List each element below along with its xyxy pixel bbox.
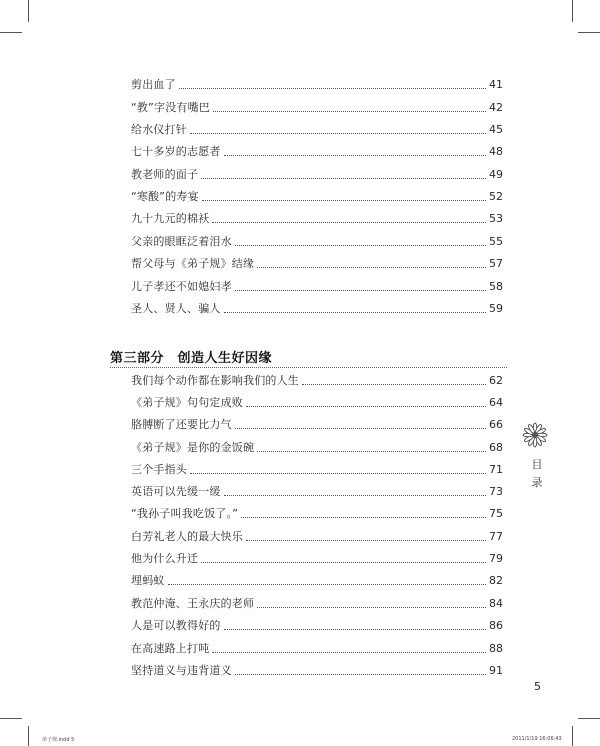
toc-entry-page: 73 bbox=[489, 485, 503, 498]
toc-entry-title: 埋蚂蚁 bbox=[131, 574, 165, 587]
toc-entry[interactable] bbox=[131, 255, 503, 271]
print-slug-timestamp: 2011/1/19 16:06:43 bbox=[512, 736, 562, 742]
page-number: 5 bbox=[534, 680, 541, 693]
toc-entry[interactable] bbox=[131, 99, 503, 115]
dot-leader bbox=[235, 674, 486, 675]
toc-entry[interactable] bbox=[131, 662, 503, 678]
toc-entry-page: 49 bbox=[489, 168, 503, 181]
toc-entry[interactable] bbox=[131, 166, 503, 182]
toc-entry-page: 62 bbox=[489, 374, 503, 387]
toc-entry-title: 在高速路上打吨 bbox=[131, 642, 210, 655]
toc-entry[interactable] bbox=[131, 300, 503, 316]
toc-entry-title: 《弟子规》句句定成败 bbox=[131, 396, 243, 409]
toc-entry-page: 57 bbox=[489, 257, 503, 270]
toc-entry[interactable] bbox=[131, 121, 503, 137]
toc-entry-page: 64 bbox=[489, 396, 503, 409]
toc-entry-page: 48 bbox=[489, 145, 503, 158]
toc-entry[interactable] bbox=[131, 550, 503, 566]
toc-entry-title: 给水仪打针 bbox=[131, 123, 187, 136]
toc-entry-page: 88 bbox=[489, 642, 503, 655]
toc-entry[interactable] bbox=[131, 572, 503, 588]
dot-leader bbox=[212, 652, 486, 653]
toc-entry[interactable] bbox=[131, 505, 503, 521]
toc-entry-page: 75 bbox=[489, 507, 503, 520]
toc-entry-page: 66 bbox=[489, 418, 503, 431]
toc-entry-title: 七十多岁的志愿者 bbox=[131, 145, 221, 158]
toc-entry-page: 84 bbox=[489, 597, 503, 610]
toc-entry-title: “我孙子叫我吃饭了。” bbox=[131, 507, 239, 520]
toc-entry-page: 86 bbox=[489, 619, 503, 632]
toc-entry-title: 教老师的面子 bbox=[131, 168, 199, 181]
toc-entry-page: 55 bbox=[489, 235, 503, 248]
side-tab-label bbox=[530, 456, 544, 492]
print-slug-filename: 弟子规.indd 5 bbox=[42, 737, 75, 743]
toc-entry[interactable] bbox=[131, 595, 503, 611]
section-divider bbox=[110, 367, 507, 368]
toc-entry-page: 58 bbox=[489, 280, 503, 293]
toc-entry-title: 白芳礼老人的最大快乐 bbox=[131, 530, 243, 543]
dot-leader bbox=[257, 267, 486, 268]
toc-entry-page: 45 bbox=[489, 123, 503, 136]
toc-entry[interactable] bbox=[131, 188, 503, 204]
toc-entry-page: 71 bbox=[489, 463, 503, 476]
toc-entry-title: 父亲的眼眶泛着泪水 bbox=[131, 235, 232, 248]
dot-leader bbox=[224, 495, 486, 496]
toc-entry[interactable] bbox=[131, 483, 503, 499]
toc-entry-page: 52 bbox=[489, 190, 503, 203]
dot-leader bbox=[202, 200, 486, 201]
dot-leader bbox=[224, 155, 486, 156]
toc-entry-page: 82 bbox=[489, 574, 503, 587]
toc-entry-title: 《弟子规》是你的金饭碗 bbox=[131, 441, 255, 454]
toc-entry[interactable] bbox=[131, 416, 503, 432]
dot-leader bbox=[224, 312, 486, 313]
toc-entry[interactable] bbox=[131, 461, 503, 477]
toc-entry-title: 圣人、贤人、骗人 bbox=[131, 302, 221, 315]
side-tab-char: 录 bbox=[531, 476, 543, 489]
toc-entry-title: 我们每个动作都在影响我们的人生 bbox=[131, 374, 299, 387]
toc-entry[interactable] bbox=[131, 143, 503, 159]
toc-entry[interactable] bbox=[131, 76, 503, 92]
side-tab-char: 目 bbox=[531, 458, 543, 471]
toc-entry[interactable] bbox=[131, 640, 503, 656]
toc-entry-title: “教”字没有嘴巴 bbox=[131, 101, 210, 114]
toc-entry[interactable] bbox=[131, 278, 503, 294]
dot-leader bbox=[190, 133, 486, 134]
toc-entry-page: 79 bbox=[489, 552, 503, 565]
toc-entry-title: 教范仲淹、王永庆的老师 bbox=[131, 597, 255, 610]
toc-entry-title: 儿子孝还不如媳妇孝 bbox=[131, 280, 232, 293]
toc-entry-page: 68 bbox=[489, 441, 503, 454]
dot-leader bbox=[201, 178, 486, 179]
section-heading: 第三部分 创造人生好因缘 bbox=[110, 351, 273, 366]
dot-leader bbox=[257, 451, 486, 452]
dot-leader bbox=[235, 245, 486, 246]
dot-leader bbox=[201, 562, 486, 563]
toc-entry-title: 九十九元的棉袄 bbox=[131, 212, 210, 225]
toc-entry-page: 91 bbox=[489, 664, 503, 677]
toc-entry-title: “寒酸”的寿宴 bbox=[131, 190, 199, 203]
toc-entry[interactable] bbox=[131, 439, 503, 455]
dot-leader bbox=[224, 629, 486, 630]
toc-entry-title: 坚持道义与违背道义 bbox=[131, 664, 232, 677]
toc-entry-page: 41 bbox=[489, 78, 503, 91]
toc-entry[interactable] bbox=[131, 528, 503, 544]
toc-entry[interactable] bbox=[131, 210, 503, 226]
toc-entry-title: 他为什么升迁 bbox=[131, 552, 199, 565]
toc-entry-title: 人是可以教得好的 bbox=[131, 619, 221, 632]
toc-entry[interactable] bbox=[131, 372, 503, 388]
dot-leader bbox=[190, 473, 486, 474]
dot-leader bbox=[302, 384, 486, 385]
toc-entry-title: 三个手指头 bbox=[131, 463, 187, 476]
toc-entry-title: 剪出血了 bbox=[131, 78, 176, 91]
dot-leader bbox=[179, 88, 486, 89]
dot-leader bbox=[246, 540, 486, 541]
dot-leader bbox=[241, 517, 486, 518]
toc-entry-page: 53 bbox=[489, 212, 503, 225]
dot-leader bbox=[235, 428, 486, 429]
dot-leader bbox=[257, 607, 486, 608]
dot-leader bbox=[213, 111, 486, 112]
toc-entry-page: 77 bbox=[489, 530, 503, 543]
chrysanthemum-icon bbox=[522, 422, 548, 448]
toc-entry-page: 59 bbox=[489, 302, 503, 315]
toc-entry[interactable] bbox=[131, 233, 503, 249]
toc-entry-title: 英语可以先缓一缓 bbox=[131, 485, 221, 498]
dot-leader bbox=[212, 222, 486, 223]
toc-entry-page: 42 bbox=[489, 101, 503, 114]
toc-entry[interactable] bbox=[131, 617, 503, 633]
toc-entry[interactable] bbox=[131, 394, 503, 410]
dot-leader bbox=[246, 406, 486, 407]
toc-entry-title: 胳膊断了还要比力气 bbox=[131, 418, 232, 431]
dot-leader bbox=[235, 290, 486, 291]
toc-entry-title: 帮父母与《弟子规》结缘 bbox=[131, 257, 255, 270]
dot-leader bbox=[168, 584, 486, 585]
